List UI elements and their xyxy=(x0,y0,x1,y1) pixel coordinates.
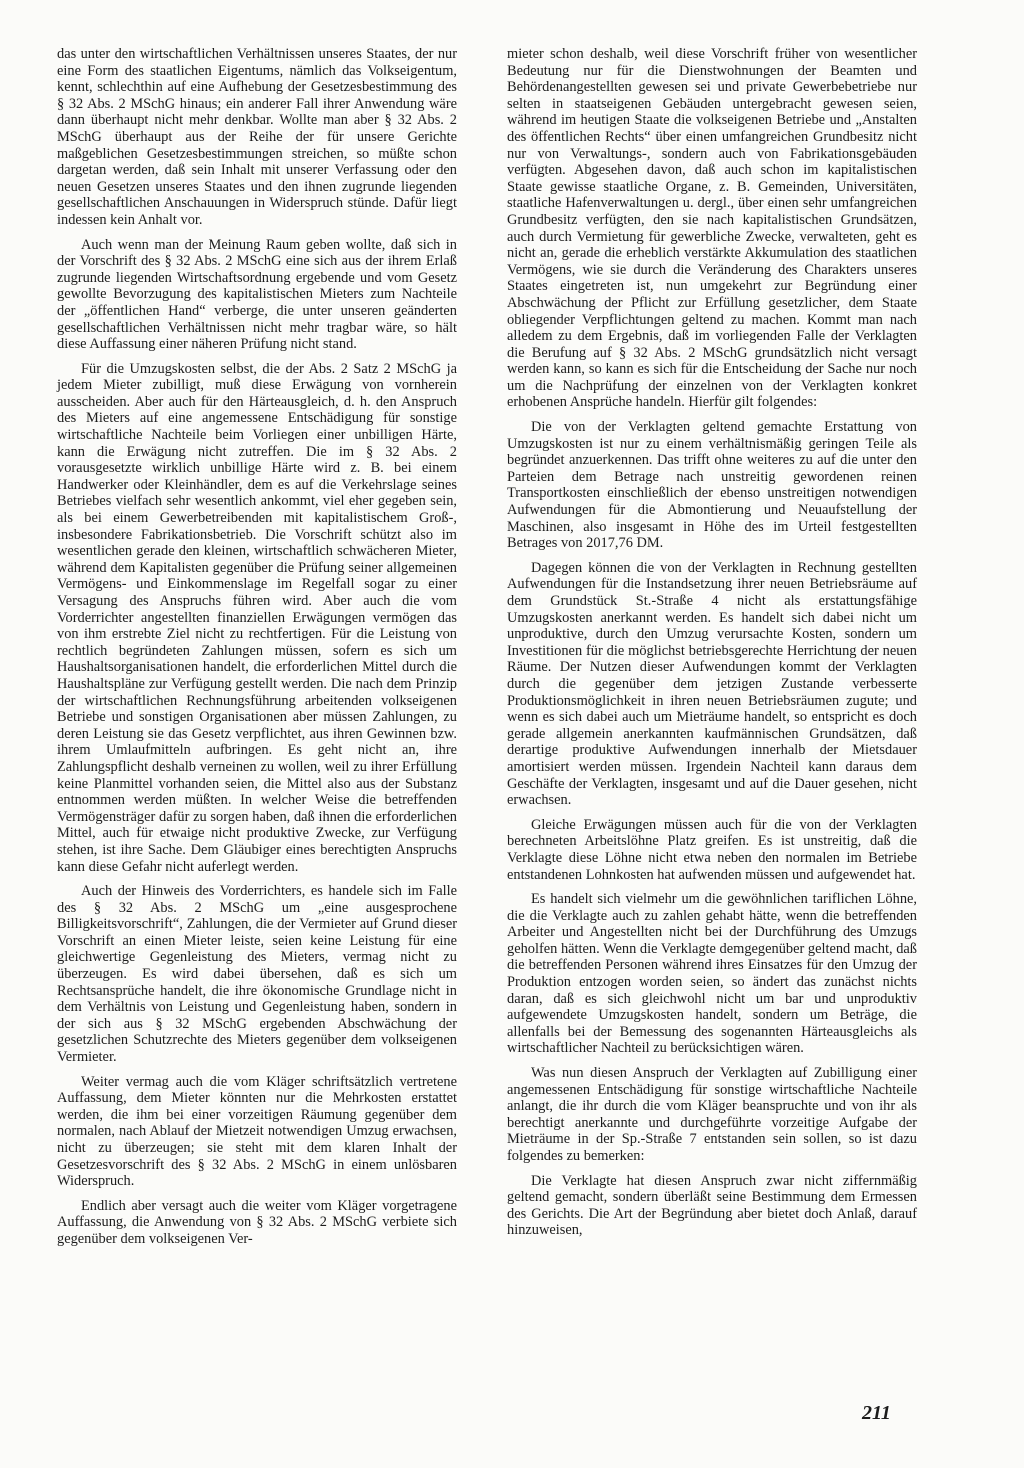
page-number: 211 xyxy=(862,1402,891,1424)
left-column xyxy=(57,46,457,1256)
paragraph: das unter den wirtschaftlichen Verhältnissen unseres Staates, der nur eine Form des staatlichen Eigentums, nämlich das Volkseigentum, kennt, schlechthin auf eine Aufhebung der Gesetzesbestimmung des § 32 Abs. 2 MSchG hinaus; ein anderer Fall ihrer Anwendung wäre dann überhaupt nicht mehr denkbar. Wollte man aber § 32 Abs. 2 MSchG überhaupt aus der Reihe der für unsere Gerichte maßgeblichen Gesetzesbestimmungen streichen, so müßte schon dargetan werden, daß sein Inhalt mit unserer Verfassung oder den neuen Gesetzen unseres Staates und den ihnen zugrunde liegenden gesellschaftlichen Anschauungen in Widerspruch stünde. Dafür liegt indessen kein Anhalt vor. xyxy=(57,46,457,228)
paragraph: Die Verklagte hat diesen Anspruch zwar nicht ziffernmäßig geltend gemacht, sondern überläßt seine Bestimmung dem Ermessen des Gerichts. Die Art der Begründung aber bietet doch Anlaß, darauf hinzuweisen, xyxy=(507,1172,917,1239)
paragraph: Dagegen können die von der Verklagten in Rechnung gestellten Aufwendungen für die Instandsetzung ihrer neuen Betriebsräume auf dem Grundstück St.-Straße 4 nicht als erstattungsfähige Umzugskosten anerkannt werden. Es handelt sich dabei nicht um unproduktive, durch den Umzug verursachte Kosten, sondern um Investitionen für die möglichst betriebsgerechte Herrichtung der neuen Räume. Der Nutzen dieser Aufwendungen kommt der Verklagten durch die gegenüber dem jetzigen Zustande verbesserte Produktionsmöglichkeit in ihren neuen Betriebsräumen zugute; und wenn es sich dabei auch um Mieträume handelt, so entspricht es doch gerade allgemein anerkannten kaufmännischen Grundsätzen, daß derartige produktive Aufwendungen innerhalb der Mietsdauer amortisiert werden müssen. Irgendein Nachteil kann daraus dem Geschäfte der Verklagten, insgesamt und auf die Dauer gesehen, nicht erwachsen. xyxy=(507,559,917,809)
paragraph: Die von der Verklagten geltend gemachte Erstattung von Umzugskosten ist nur zu einem verhältnismäßig geringen Teile als begründet anzuerkennen. Das trifft ohne weiteres zu auf die unter den Parteien dem Betrage nach unstreitig gewordenen reinen Transportkosten einschließlich der ebenso unstreitigen notwendigen Aufwendungen für die Abmontierung und Neuaufstellung der Maschinen, also insgesamt in Höhe des im Urteil festgestellten Betrages von 2017,76 DM. xyxy=(507,419,917,552)
paragraph: Was nun diesen Anspruch der Verklagten auf Zubilligung einer angemessenen Entschädigung für sonstige wirtschaftliche Nachteile anlangt, die ihr durch die vom Kläger beanspruchte und von ihr als berechtigt anerkannte und durchgeführte vorzeitige Aufgabe der Mieträume in der Sp.-Straße 7 entstanden sein sollen, so ist dazu folgendes zu bemerken: xyxy=(507,1065,917,1164)
paragraph: Auch der Hinweis des Vorderrichters, es handele sich im Falle des § 32 Abs. 2 MSchG um „eine ausgesprochene Billigkeitsvorschrift“, Zahlungen, die der Vermieter auf Grund dieser Vorschrift an einen Mieter leiste, seien keine Leistung für eine gleichwertige Gegenleistung des Mieters, vermag nicht zu überzeugen. Es wird dabei übersehen, daß es sich um Rechtsansprüche handelt, die ihre ökonomische Grundlage nicht in dem Verhältnis von Leistung und Gegenleistung haben, sondern in der sich aus § 32 MSchG ergebenden Abschwächung der gesetzlichen Schutzrechte des Mieters gegenüber dem volkseigenen Vermieter. xyxy=(57,883,457,1066)
paragraph: Auch wenn man der Meinung Raum geben wollte, daß sich in der Vorschrift des § 32 Abs. 2 MSchG eine sich aus der ihrem Erlaß zugrunde liegenden Wirtschaftsordnung ergebende und vom Gesetz gewollte Bevorzugung des kapitalistischen Mieters zum Nachteile der „öffentlichen Hand“ verberge, die unter unseren geänderten gesellschaftlichen Verhältnissen nicht mehr tragbar wäre, so hält diese Auffassung einer näheren Prüfung nicht stand. xyxy=(57,236,457,353)
paragraph: Es handelt sich vielmehr um die gewöhnlichen tariflichen Löhne, die die Verklagte auch zu zahlen gehabt hätte, wenn die betreffenden Arbeiter und Angestellten nicht bei der Durchführung des Umzugs geholfen hätten. Wenn die Verklagte demgegenüber geltend macht, daß die betreffenden Personen während ihres Einsatzes für den Umzug der Produktion entzogen worden seien, so ändert das zunächst nichts daran, daß es sich gleichwohl nicht um bar und unproduktiv aufgewendete Umzugskosten handelt, sondern um Beträge, die allenfalls bei der Bemessung des sogenannten Härteausgleichs als wirtschaftlicher Nachteil zu berücksichtigen wären. xyxy=(507,891,917,1057)
paragraph: Weiter vermag auch die vom Kläger schriftsätzlich vertretene Auffassung, dem Mieter könnten nur die Mehrkosten erstattet werden, die ihm bei einer vorzeitigen Räumung gegenüber dem normalen, nach Ablauf der Mietzeit notwendigen Umzug erwachsen, nicht zu überzeugen; sie steht mit dem klaren Inhalt der Gesetzesvorschrift des § 32 Abs. 2 MSchG in einem unlösbaren Widerspruch. xyxy=(57,1073,457,1190)
paragraph: Gleiche Erwägungen müssen auch für die von der Verklagten berechneten Arbeitslöhne Platz greifen. Es ist unstreitig, daß die Verklagte diese Löhne nicht etwa neben den normalen im Betriebe entstandenen Lohnkosten hat aufwenden müssen und aufgewendet hat. xyxy=(507,816,917,883)
paragraph: Endlich aber versagt auch die weiter vom Kläger vorgetragene Auffassung, die Anwendung von § 32 Abs. 2 MSchG verbiete sich gegenüber dem volkseigenen Ver- xyxy=(57,1197,457,1247)
paragraph: mieter schon deshalb, weil diese Vorschrift früher von wesentlicher Bedeutung nur für die Dienstwohnungen der Beamten und Behördenangestellten gewesen sei und private Gewerbebetriebe nur selten in staatseigenen Gebäuden untergebracht gewesen seien, während im heutigen Staate die volkseigenen Betriebe und „Anstalten des öffentlichen Rechts“ über einen umfangreichen Grundbesitz nicht nur von Verwaltungs-, sondern auch von Fabrikationsgebäuden verfügten. Abgesehen davon, daß auch schon im kapitalistischen Staate gewisse staatliche Organe, z. B. Gemeinden, Universitäten, staatliche Hafenverwaltungen u. dergl., über einen sehr umfangreichen Grundbesitz verfügten, den sie nach kapitalistischen Grundsätzen, auch durch Vermietung für gewerbliche Zwecke, verwalteten, geht es nicht an, gerade die erheblich verstärkte Akkumulation des staatlichen Vermögens, wie sie durch die Veränderung des Charakters unseres Staates eingetreten ist, nun umgekehrt zur Begründung einer Abschwächung der Pflicht zur Erfüllung gesetzlicher, dem Staate obliegender Verpflichtungen geltend zu machen. Kommt man nach alledem zu dem Ergebnis, daß im vorliegenden Falle der Verklagten die Berufung auf § 32 Abs. 2 MSchG grundsätzlich nicht versagt werden kann, so kann es sich für die Entscheidung der Sache nur noch um die Nachprüfung der einzelnen von der Verklagten konkret erhobenen Ansprüche handeln. Hierfür gilt folgendes: xyxy=(507,46,917,411)
paragraph: Für die Umzugskosten selbst, die der Abs. 2 Satz 2 MSchG ja jedem Mieter zubilligt, muß diese Erwägung von vornherein ausscheiden. Aber auch für den Härteausgleich, d. h. den Anspruch des Mieters auf eine angemessene Entschädigung für sonstige wirtschaftliche Nachteile beim Vorliegen einer unbilligen Härte, kann die Erwägung nicht zutreffen. Die im § 32 Abs. 2 vorausgesetzte wirklich unbillige Härte wird z. B. bei einem Handwerker oder Kleinhändler, dem es auf die Verkehrslage seines Betriebes vielfach sehr wesentlich ankommt, viel eher gegeben sein, als bei einem Gewerbetreibenden mit kapitalistischem Groß-, insbesondere Fabrikationsbetrieb. Die Vorschrift schützt also im wesentlichen gerade den kleinen, wirtschaftlich schwächeren Mieter, während dem Kapitalisten gegenüber die Prüfung seiner allgemeinen Vermögens- und Einkommenslage im Regelfall sogar zu einer Versagung des Anspruchs führen wird. Aber auch die vom Vorderrichter angestellten finanziellen Erwägungen vermögen das von ihm erstrebte Ziel nicht zu rechtfertigen. Für die Leistung von rechtlich begründeten Zahlungen müssen, sofern es sich um Haushaltsorganisationen handelt, die erforderlichen Mittel durch die Haushaltspläne zur Verfügung gestellt werden. Die nach dem Prinzip der wirtschaftlichen Rechnungsführung arbeitenden volkseigenen Betriebe und sonstigen Organisationen aber müssen Zahlungen, zu deren Leistung sie das Gesetz verpflichtet, aus ihren Gewinnen bzw. ihrem Umlaufmitteln aufbringen. Es geht nicht an, ihre Zahlungspflicht deshalb verneinen zu wollen, weil zu ihrer Erfüllung keine Planmittel vorhanden seien, die Mittel also aus der Substanz entnommen werden müßten. In welcher Weise die betreffenden Vermögensträger dafür zu sorgen haben, daß ihnen die erforderlichen Mittel, auch für etwaige nicht produktive Zwecke, zur Verfügung stehen, ist ihre Sache. Dem Gläubiger eines berechtigten Anspruchs kann diese Gefahr nicht auferlegt werden. xyxy=(57,360,457,875)
right-column xyxy=(507,46,917,1247)
